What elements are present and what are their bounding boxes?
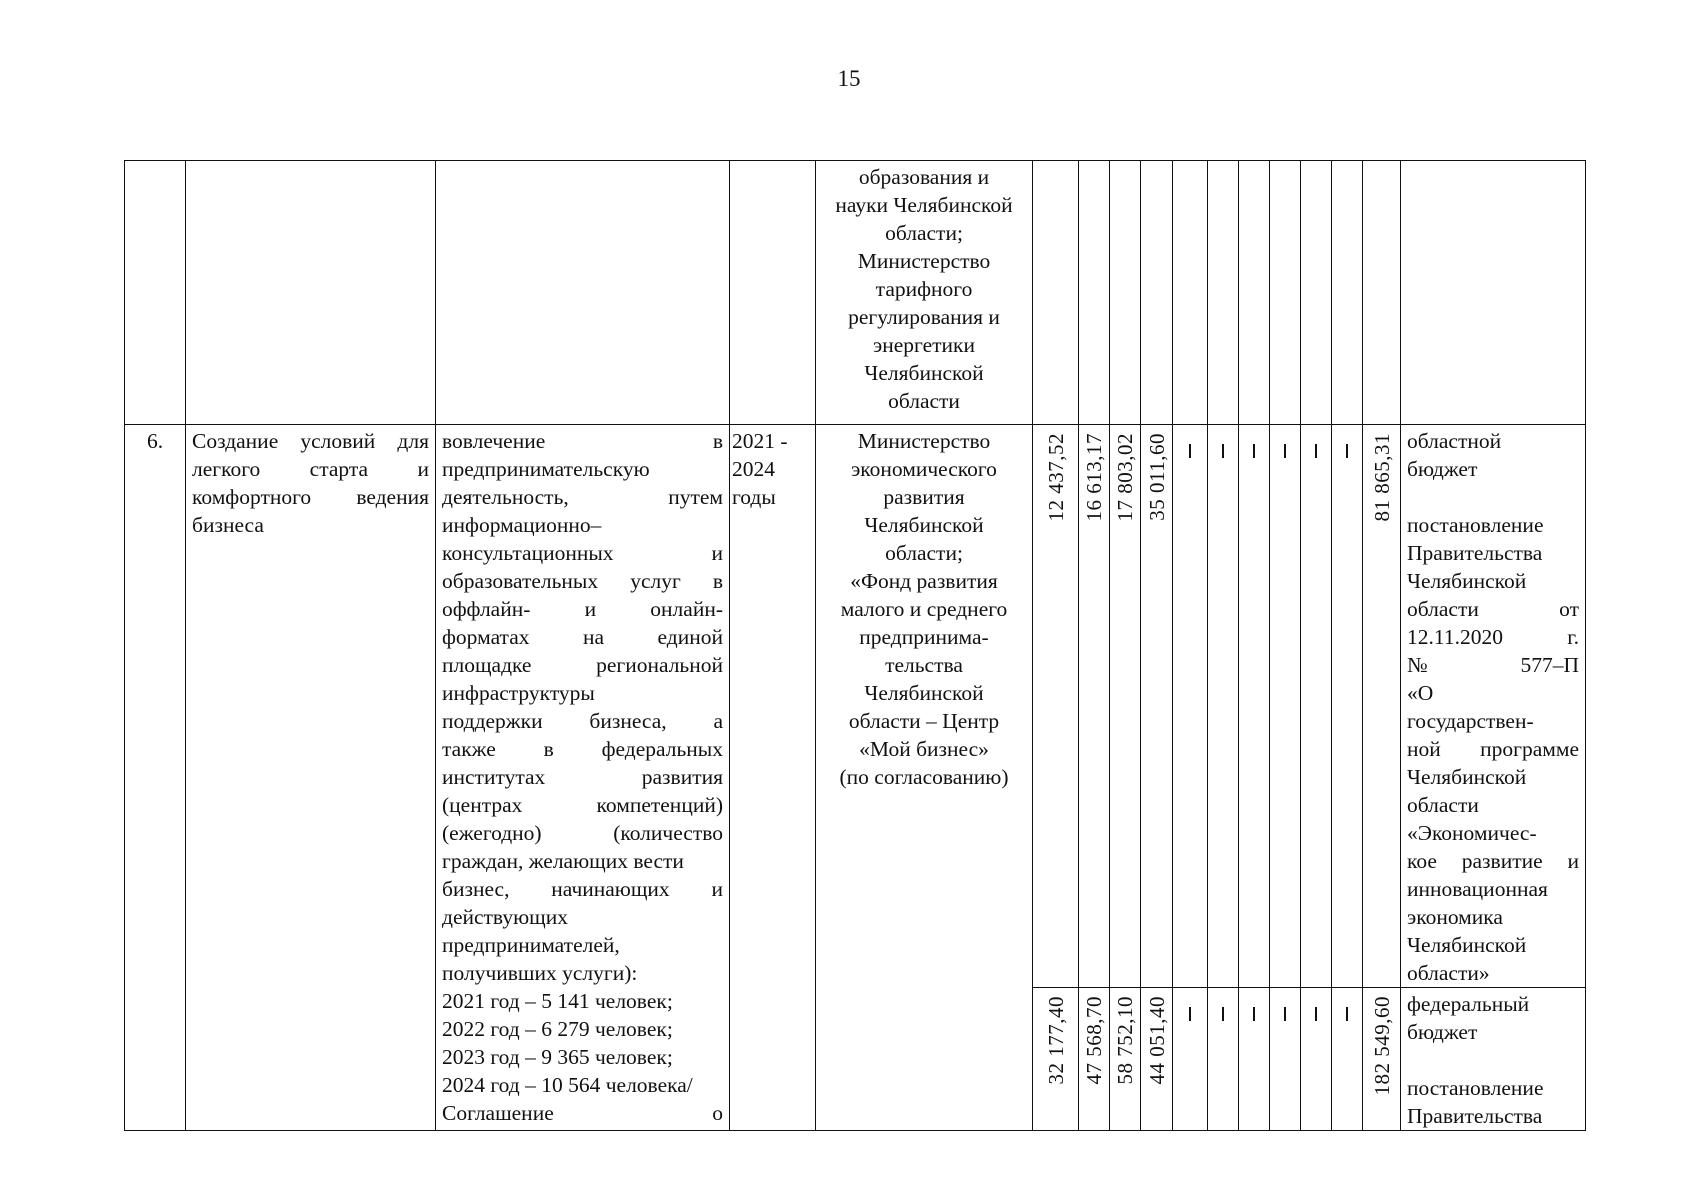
- executor-line: науки Челябинской: [835, 193, 1013, 217]
- value-federal-2021: 32 177,40: [1043, 996, 1068, 1085]
- dash-mark: [1253, 1007, 1255, 1021]
- executor-line: экономического: [851, 457, 997, 481]
- cell-value-cont: [1079, 161, 1110, 425]
- cell-empty-dash: [1173, 988, 1208, 1131]
- source-label-line: областной: [1407, 429, 1502, 453]
- executor-line: энергетики: [873, 333, 975, 357]
- cell-source-cont: [1401, 161, 1586, 425]
- result-line: поддержки бизнеса, а: [442, 709, 723, 733]
- cell-empty-dash: [1301, 425, 1332, 988]
- executor-line: предпринима-: [859, 625, 989, 649]
- source-label-line: бюджет: [1407, 1020, 1478, 1044]
- cell-regional-2021: [1033, 425, 1079, 988]
- executor-line: Челябинской: [864, 361, 984, 385]
- basis-line: экономика: [1407, 905, 1503, 929]
- cell-value-cont: [1239, 161, 1270, 425]
- cell-total-cont: [1363, 161, 1401, 425]
- value-regional-2022: 16 613,17: [1082, 433, 1106, 522]
- basis-line: Челябинской: [1407, 933, 1527, 957]
- cell-regional-total: [1363, 425, 1401, 988]
- result-line: (ежегодно) (количество: [442, 821, 723, 845]
- cell-result-cont: [436, 161, 730, 425]
- executor-line: «Фонд развития: [850, 569, 998, 593]
- cell-value-cont: [1173, 161, 1208, 425]
- basis-line: постановление: [1407, 513, 1544, 537]
- dash-mark: [1189, 444, 1191, 458]
- executor-line: области: [888, 389, 960, 413]
- value-regional-2021: 12 437,52: [1043, 433, 1068, 522]
- cell-row-number: 6.: [125, 425, 186, 1131]
- source-label-line: бюджет: [1407, 457, 1478, 481]
- basis-line: постановление: [1407, 1076, 1544, 1100]
- cell-empty-dash: [1239, 425, 1270, 988]
- dash-mark: [1222, 1007, 1224, 1021]
- basis-line: 12.11.2020 г.: [1407, 625, 1579, 649]
- cell-regional-source: [1401, 425, 1586, 988]
- dash-mark: [1346, 444, 1348, 458]
- basis-line: Челябинской: [1407, 765, 1527, 789]
- basis-line: кое развитие и: [1407, 849, 1579, 873]
- basis-line: Челябинской: [1407, 569, 1527, 593]
- result-line: инфраструктуры: [442, 681, 595, 705]
- result-line: 2021 год – 5 141 человек;: [442, 989, 673, 1013]
- cell-value-cont: [1110, 161, 1141, 425]
- program-measures-table: [124, 160, 1586, 1131]
- value-federal-2022: 47 568,70: [1082, 996, 1106, 1085]
- dash-mark: [1315, 444, 1317, 458]
- page-number: 15: [837, 66, 861, 91]
- measure-name-line: бизнеса: [192, 513, 264, 537]
- result-line: также в федеральных: [442, 737, 723, 761]
- row-6-regional: [125, 425, 1586, 988]
- result-line: граждан, желающих вести: [442, 849, 684, 873]
- cell-regional-2023: [1110, 425, 1141, 988]
- source-label-line: федеральный: [1407, 992, 1530, 1016]
- period-line: 2021 -: [732, 429, 788, 453]
- value-federal-total: 182 549,60: [1369, 996, 1394, 1096]
- cell-empty-dash: [1208, 425, 1239, 988]
- dash-mark: [1284, 1007, 1286, 1021]
- period-line: 2024: [732, 457, 775, 481]
- executor-line: тельства: [885, 653, 963, 677]
- executor-line: (по согласованию): [839, 765, 1009, 789]
- value-federal-2023: 58 752,10: [1113, 996, 1137, 1085]
- result-line: площадке региональной: [442, 653, 723, 677]
- measure-name-line: Создание условий для: [192, 429, 429, 453]
- dash-mark: [1189, 1007, 1191, 1021]
- cell-empty-dash: [1208, 988, 1239, 1131]
- cell-empty-dash: [1270, 425, 1301, 988]
- cell-empty-dash: [1239, 988, 1270, 1131]
- executor-line: области – Центр: [848, 709, 1000, 733]
- executor-line: малого и среднего: [840, 597, 1008, 621]
- cell-period: [730, 425, 816, 1131]
- cell-period-cont: [730, 161, 816, 425]
- basis-line: области от: [1407, 597, 1579, 621]
- basis-line: ной программе: [1407, 737, 1579, 761]
- cell-executor: [816, 425, 1033, 1131]
- result-line: форматах на единой: [442, 625, 723, 649]
- measure-name-line: легкого старта и: [192, 457, 429, 481]
- cell-federal-2021: [1033, 988, 1079, 1131]
- cell-name-cont: [186, 161, 436, 425]
- measure-name-line: комфортного ведения: [192, 485, 429, 509]
- period-line: годы: [732, 485, 776, 509]
- executor-line: развития: [883, 485, 965, 509]
- result-line: 2022 год – 6 279 человек;: [442, 1017, 673, 1041]
- result-line: получивших услуги):: [442, 961, 638, 985]
- executor-line: образования и: [858, 165, 990, 189]
- basis-line: № 577–П: [1407, 653, 1579, 677]
- dash-mark: [1253, 444, 1255, 458]
- cell-value-cont: [1208, 161, 1239, 425]
- basis-line: инновационная: [1407, 877, 1548, 901]
- cell-empty-dash: [1332, 988, 1363, 1131]
- basis-line: «О: [1407, 681, 1434, 705]
- executor-line: тарифного: [875, 277, 973, 301]
- executor-line: Челябинской: [864, 681, 984, 705]
- basis-line: области»: [1407, 961, 1490, 985]
- cell-federal-source: [1401, 988, 1586, 1131]
- basis-line: «Экономичес-: [1407, 821, 1537, 845]
- basis-line: Правительства: [1407, 1104, 1543, 1128]
- result-line: консультационных и: [442, 541, 723, 565]
- cell-regional-2024: [1141, 425, 1173, 988]
- result-line: образовательных услуг в: [442, 569, 723, 593]
- dash-mark: [1222, 444, 1224, 458]
- cell-empty-dash: [1270, 988, 1301, 1131]
- result-line: бизнес, начинающих и: [442, 877, 723, 901]
- value-regional-2024: 35 011,60: [1144, 433, 1169, 521]
- executor-line: области;: [885, 541, 963, 565]
- dash-mark: [1315, 1007, 1317, 1021]
- cell-value-cont: [1141, 161, 1173, 425]
- cell-result: [436, 425, 730, 1131]
- cell-federal-2023: [1110, 988, 1141, 1131]
- cell-num-cont: [125, 161, 186, 425]
- cell-executor-cont: [816, 161, 1033, 425]
- result-line: 2024 год – 10 564 человека/: [442, 1073, 693, 1097]
- result-line: действующих: [442, 905, 568, 929]
- result-line: Соглашение о: [442, 1101, 723, 1125]
- result-line: (центрах компетенций): [442, 793, 723, 817]
- cell-federal-total: [1363, 988, 1401, 1131]
- executor-line: регулирования и: [848, 305, 1000, 329]
- value-federal-2024: 44 051,40: [1144, 996, 1169, 1085]
- dash-mark: [1346, 1007, 1348, 1021]
- cell-empty-dash: [1332, 425, 1363, 988]
- cell-empty-dash: [1301, 988, 1332, 1131]
- cell-regional-2022: [1079, 425, 1110, 988]
- result-line: информационно–: [442, 513, 602, 537]
- result-line: предпринимателей,: [442, 933, 620, 957]
- continued-row: [125, 161, 1586, 425]
- executor-line: Челябинской: [864, 513, 984, 537]
- basis-line: государствен-: [1407, 709, 1534, 733]
- cell-measure-name: [186, 425, 436, 1131]
- result-line: 2023 год – 9 365 человек;: [442, 1045, 673, 1069]
- cell-federal-2024: [1141, 988, 1173, 1131]
- basis-line: Правительства: [1407, 541, 1543, 565]
- cell-value-cont: [1033, 161, 1079, 425]
- value-regional-total: 81 865,31: [1369, 433, 1394, 522]
- cell-value-cont: [1332, 161, 1363, 425]
- cell-value-cont: [1301, 161, 1332, 425]
- result-line: предпринимательскую: [442, 457, 650, 481]
- executor-line: «Мой бизнес»: [859, 737, 989, 761]
- value-regional-2023: 17 803,02: [1113, 433, 1137, 522]
- cell-value-cont: [1270, 161, 1301, 425]
- result-line: вовлечение в: [442, 429, 723, 453]
- executor-line: области;: [885, 221, 963, 245]
- dash-mark: [1284, 444, 1286, 458]
- cell-federal-2022: [1079, 988, 1110, 1131]
- cell-empty-dash: [1173, 425, 1208, 988]
- result-line: институтах развития: [442, 765, 723, 789]
- basis-line: области: [1407, 793, 1479, 817]
- result-line: деятельность, путем: [442, 485, 723, 509]
- result-line: оффлайн- и онлайн-: [442, 597, 723, 621]
- executor-line: Министерство: [857, 249, 991, 273]
- executor-line: Министерство: [857, 429, 991, 453]
